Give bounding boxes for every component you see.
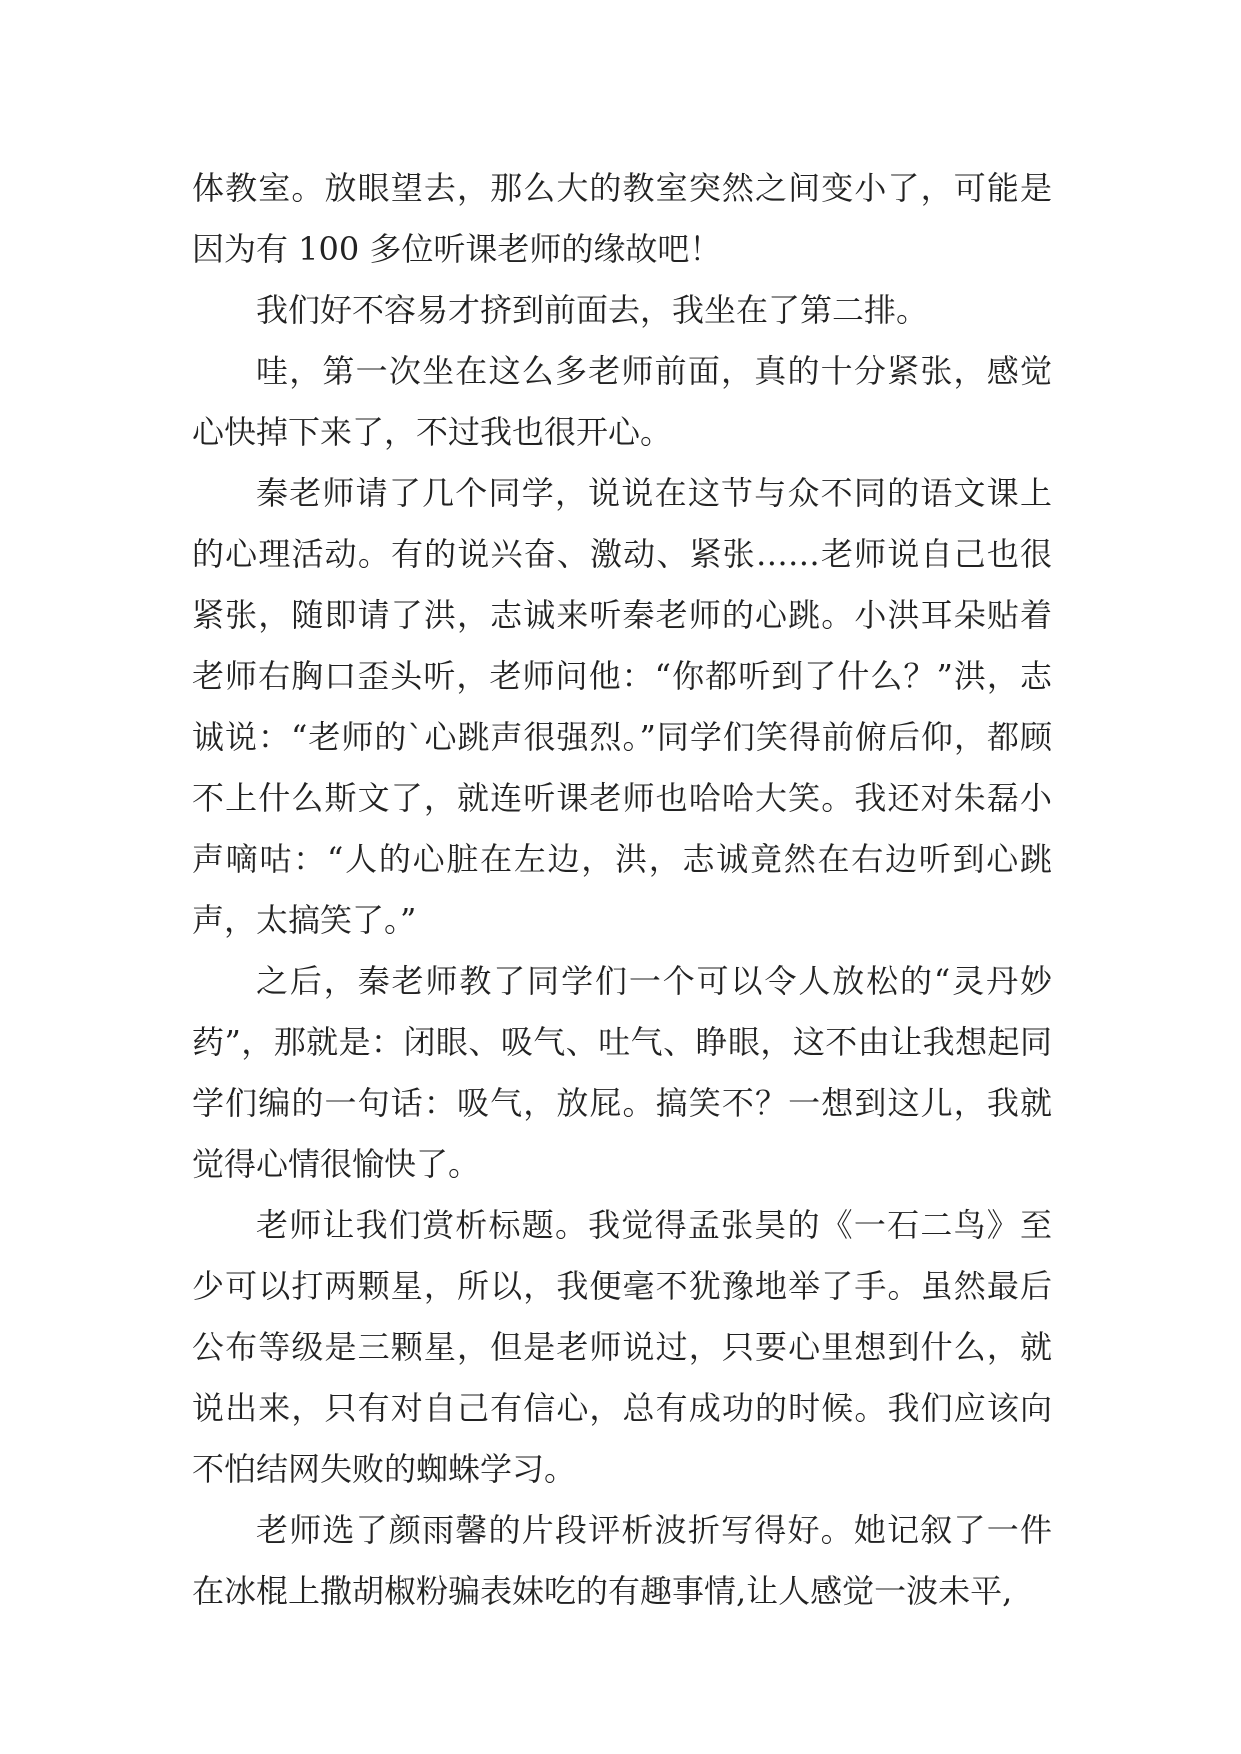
paragraph: 我们好不容易才挤到前面去，我坐在了第二排。 <box>256 291 929 329</box>
paragraph: 老师让我们赏析标题。我觉得孟张昊的《一石二鸟》至少可以打两颗星，所以，我便毫不犹豫地举了手。虽然最后公布等级是三颗星，但是老师说过，只要心里想到什么，就说出来，只有对自己有信心，总有成功的时候。我们应该向不怕结网失败的蜘蛛学习。 <box>192 1206 1052 1488</box>
paragraph: 秦老师请了几个同学，说说在这节与众不同的语文课上的心理活动。有的说兴奋、激动、紧张……老师说自己也很紧张，随即请了洪，志诚来听秦老师的心跳。小洪耳朵贴着老师右胸口歪头听，老师问他：“你都听到了什么？”洪，志诚说：“老师的`心跳声很强烈。”同学们笑得前俯后仰，都顾不上什么斯文了，就连听课老师也哈哈大笑。我还对朱磊小声嘀咕：“人的心脏在左边，洪，志诚竟然在右边听到心跳声，太搞笑了。” <box>192 474 1052 939</box>
document-body <box>192 158 1052 1622</box>
paragraph-continued: 体教室。放眼望去，那么大的教室突然之间变小了，可能是因为有 100 多位听课老师的缘故吧！ <box>192 169 1052 268</box>
paragraph: 老师选了颜雨馨的片段评析波折写得好。她记叙了一件在冰棍上撒胡椒粉骗表妹吃的有趣事情,让人感觉一波未平, <box>192 1511 1052 1610</box>
paragraph: 之后，秦老师教了同学们一个可以令人放松的“灵丹妙药”，那就是：闭眼、吸气、吐气、睁眼，这不由让我想起同学们编的一句话：吸气，放屁。搞笑不？一想到这儿，我就觉得心情很愉快了。 <box>192 962 1052 1183</box>
paragraph: 哇，第一次坐在这么多老师前面，真的十分紧张，感觉心快掉下来了，不过我也很开心。 <box>192 352 1052 451</box>
